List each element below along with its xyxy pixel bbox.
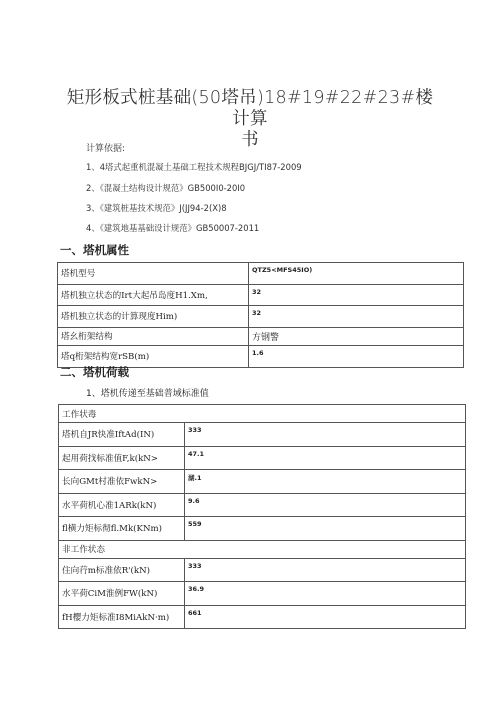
basis-item-3: 3、《建筑桩基技术规范》J(JJ94-2(X)8 [86,203,227,213]
table-row [59,405,466,423]
load-label: 住向荇m标准依R'(kN) [59,558,185,582]
table-row [58,327,464,346]
subsection-heading: 1、塔机传递至基础普域标准值 [86,389,209,399]
non-working-state-label: 非工作状态 [59,540,466,558]
table-row [59,423,466,447]
section-heading-crane-loads: 二、塔机荷载 [60,365,129,379]
property-label: 塔机独立状态的计算现度Him) [58,306,249,328]
basis-item-4: 4、《建筑地基基础设计规范》GB50007-2011 [86,223,260,233]
working-state-label: 工作状毒 [59,405,466,423]
basis-item-1: 1、4塔式起重机混凝土基础工程技术规程BJGJ/TI87-2009 [86,162,302,172]
table-row [58,306,464,328]
section-heading-crane-properties: 一、塔机属性 [60,243,129,257]
load-value: 333 [185,423,466,447]
load-label: 水平荷CiM淮例FW(kN) [59,582,185,606]
table-row [58,284,464,306]
table-row [59,470,466,494]
load-label: fl横力矩标彻fl.Mk(KNm) [59,517,185,541]
table-row [59,605,466,629]
load-label: fH樱力矩标准I8MiAkN·m) [59,605,185,629]
table-row [59,446,466,470]
load-value: 36.9 [185,582,466,606]
load-label: 塔机自JR快准IftAd(IN) [59,423,185,447]
basis-label: 计算依据: [86,144,126,154]
table-row [59,493,466,517]
title-line-2: 书 [241,130,259,150]
title-line-1: 矩形板式桩基础(50塔吊)18#19#22#23#楼计算 [66,88,434,129]
table-row [58,263,464,285]
load-label: 水平荷机心准1ARk(kN) [59,493,185,517]
table-row [59,582,466,606]
load-value: 661 [185,605,466,629]
load-value: 47.1 [185,446,466,470]
load-value: 333 [185,558,466,582]
property-label: 塔q桁架结构宽rSB(m) [58,346,249,368]
load-value: 9.6 [185,493,466,517]
table-row [59,540,466,558]
table-row [59,558,466,582]
property-label: 塔机独立状态的Irt大起吊岛度H1.Xm, [58,284,249,306]
property-label: 塔机型号 [58,263,249,285]
load-label: 起用荷找标准值F,k(kN> [59,446,185,470]
load-label: 长向GMt村准依FwkN> [59,470,185,494]
table-row [59,517,466,541]
property-label: 塔幺桁架结构 [58,327,249,346]
basis-item-2: 2、《混凝土结构设计规范》GB500I0-20I0 [86,183,246,193]
property-value: 方钢警 [249,327,464,346]
property-value: 32 [249,306,464,328]
property-value: 1.6 [249,346,464,368]
crane-properties-table [57,262,464,368]
property-value: 32 [249,284,464,306]
crane-loads-table [58,404,466,629]
load-value: 559 [185,517,466,541]
property-value: QTZ5<MFS45IO) [249,263,464,285]
load-value: 湖.1 [185,470,466,494]
